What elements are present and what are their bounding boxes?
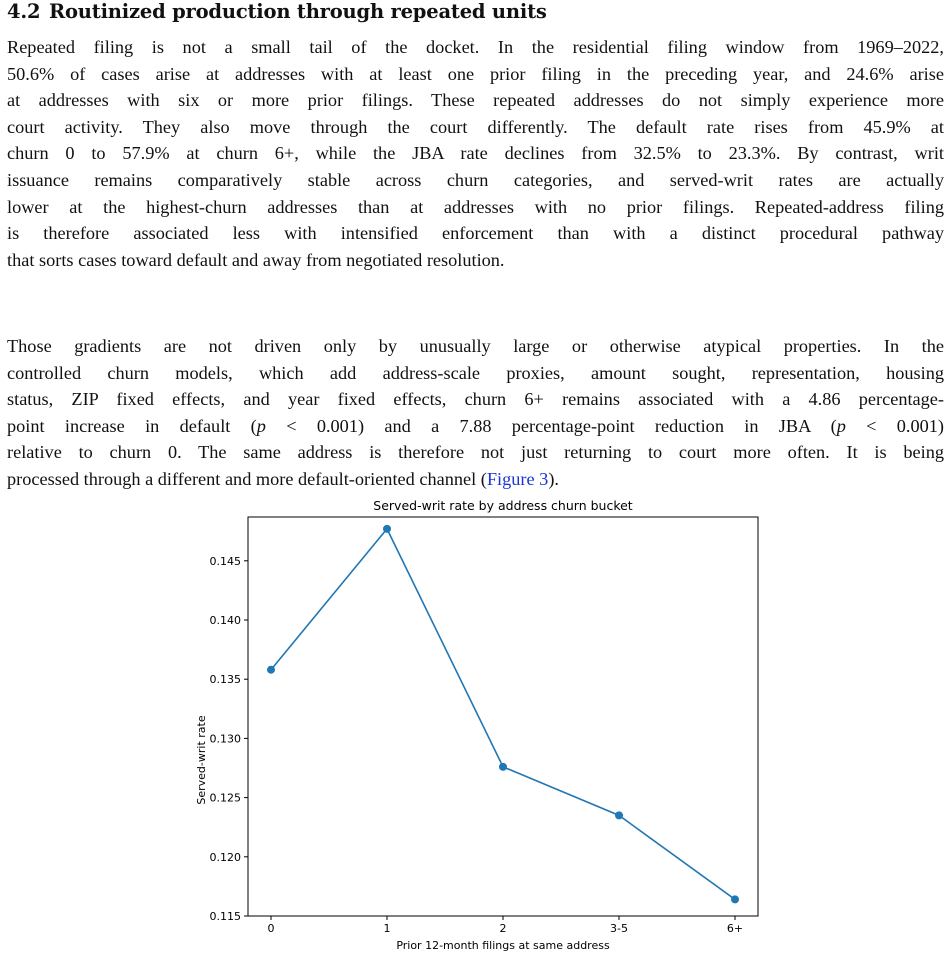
plot-frame: [248, 517, 758, 916]
paragraph-1-line: 50.6% of cases arise at addresses with at least one prior filing in the preceding year, and 24.6% arise: [7, 63, 944, 84]
paragraph-2-line: status, ZIP fixed effects, and year fixed effects, churn 6+ remains associated with a 4.86 percentage-: [7, 389, 944, 410]
paragraph-2-line: controlled churn models, which add address-scale proxies, amount sought, representation, housing: [7, 362, 944, 383]
paragraph-1-line: lower at the highest-churn addresses than at addresses with no prior filings. Repeated-address filing: [7, 196, 944, 217]
y-tick-label: 0.125: [209, 791, 241, 805]
chart-title: Served-writ rate by address churn bucket: [373, 498, 633, 513]
y-axis: [210, 555, 249, 923]
paragraph-1-line: churn 0 to 57.9% at churn 6+, while the JBA rate declines from 32.5% to 23.3%. By contrast, writ: [7, 143, 944, 164]
series-served-writ-rate: [267, 525, 739, 904]
text-run: < 0.001) and a 7.88 percentage-point reduction in JBA (: [265, 415, 837, 436]
series-line: [271, 529, 735, 900]
y-tick-label: 0.115: [209, 910, 241, 923]
section-title: Routinized production through repeated units: [49, 0, 547, 23]
data-point: [267, 666, 275, 674]
data-point: [731, 895, 739, 903]
y-tick-label: 0.130: [209, 732, 241, 746]
x-tick-label: 2: [499, 922, 507, 935]
y-tick-label: 0.145: [209, 554, 241, 568]
math-p: p: [836, 415, 846, 436]
y-tick-label: 0.120: [209, 850, 241, 864]
paragraph-1-line: court activity. They also move through the court differently. The default rate rises from 45.9% at: [7, 116, 944, 137]
paragraph-2-line: relative to churn 0. The same address is therefore not just returning to court more often. It is being: [7, 442, 944, 463]
figure-3-link[interactable]: Figure 3: [486, 468, 549, 489]
paragraph-1-line: issuance remains comparatively stable across churn categories, and served-writ rates are actually: [7, 169, 944, 190]
text-run: point increase in default (: [7, 415, 257, 436]
x-tick-label: 3-5: [610, 922, 628, 935]
data-point: [499, 763, 507, 771]
paragraph-1-line: Repeated filing is not a small tail of the docket. In the residential filing window from 1969–2022,: [7, 37, 944, 57]
text-run: ).: [548, 468, 559, 489]
y-tick-label: 0.140: [209, 614, 241, 628]
x-tick-label: 6+: [726, 922, 744, 935]
x-axis-label: Prior 12-month filings at same address: [396, 939, 610, 952]
data-point: [615, 811, 623, 819]
y-axis-label: Served-writ rate: [195, 715, 208, 805]
text-run: < 0.001): [845, 415, 944, 436]
text-run: processed through a different and more default-oriented channel (: [7, 468, 487, 489]
x-axis: [268, 916, 744, 935]
paragraph-1-line: that sorts cases toward default and away from negotiated resolution.: [7, 249, 505, 270]
paragraph-2-line: Those gradients are not driven only by unusually large or otherwise atypical properties. In the: [7, 336, 944, 356]
paragraph-1-line: is therefore associated less with intensified enforcement than with a distinct procedural pathway: [7, 223, 944, 244]
math-p: p: [256, 415, 266, 436]
section-number: 4.2: [7, 0, 41, 23]
paragraph-1-line: at addresses with six or more prior filings. These repeated addresses do not simply experience more: [7, 90, 944, 111]
y-tick-label: 0.135: [209, 673, 241, 687]
x-tick-label: 0: [267, 922, 275, 935]
x-tick-label: 1: [383, 922, 391, 935]
data-point: [383, 525, 391, 533]
